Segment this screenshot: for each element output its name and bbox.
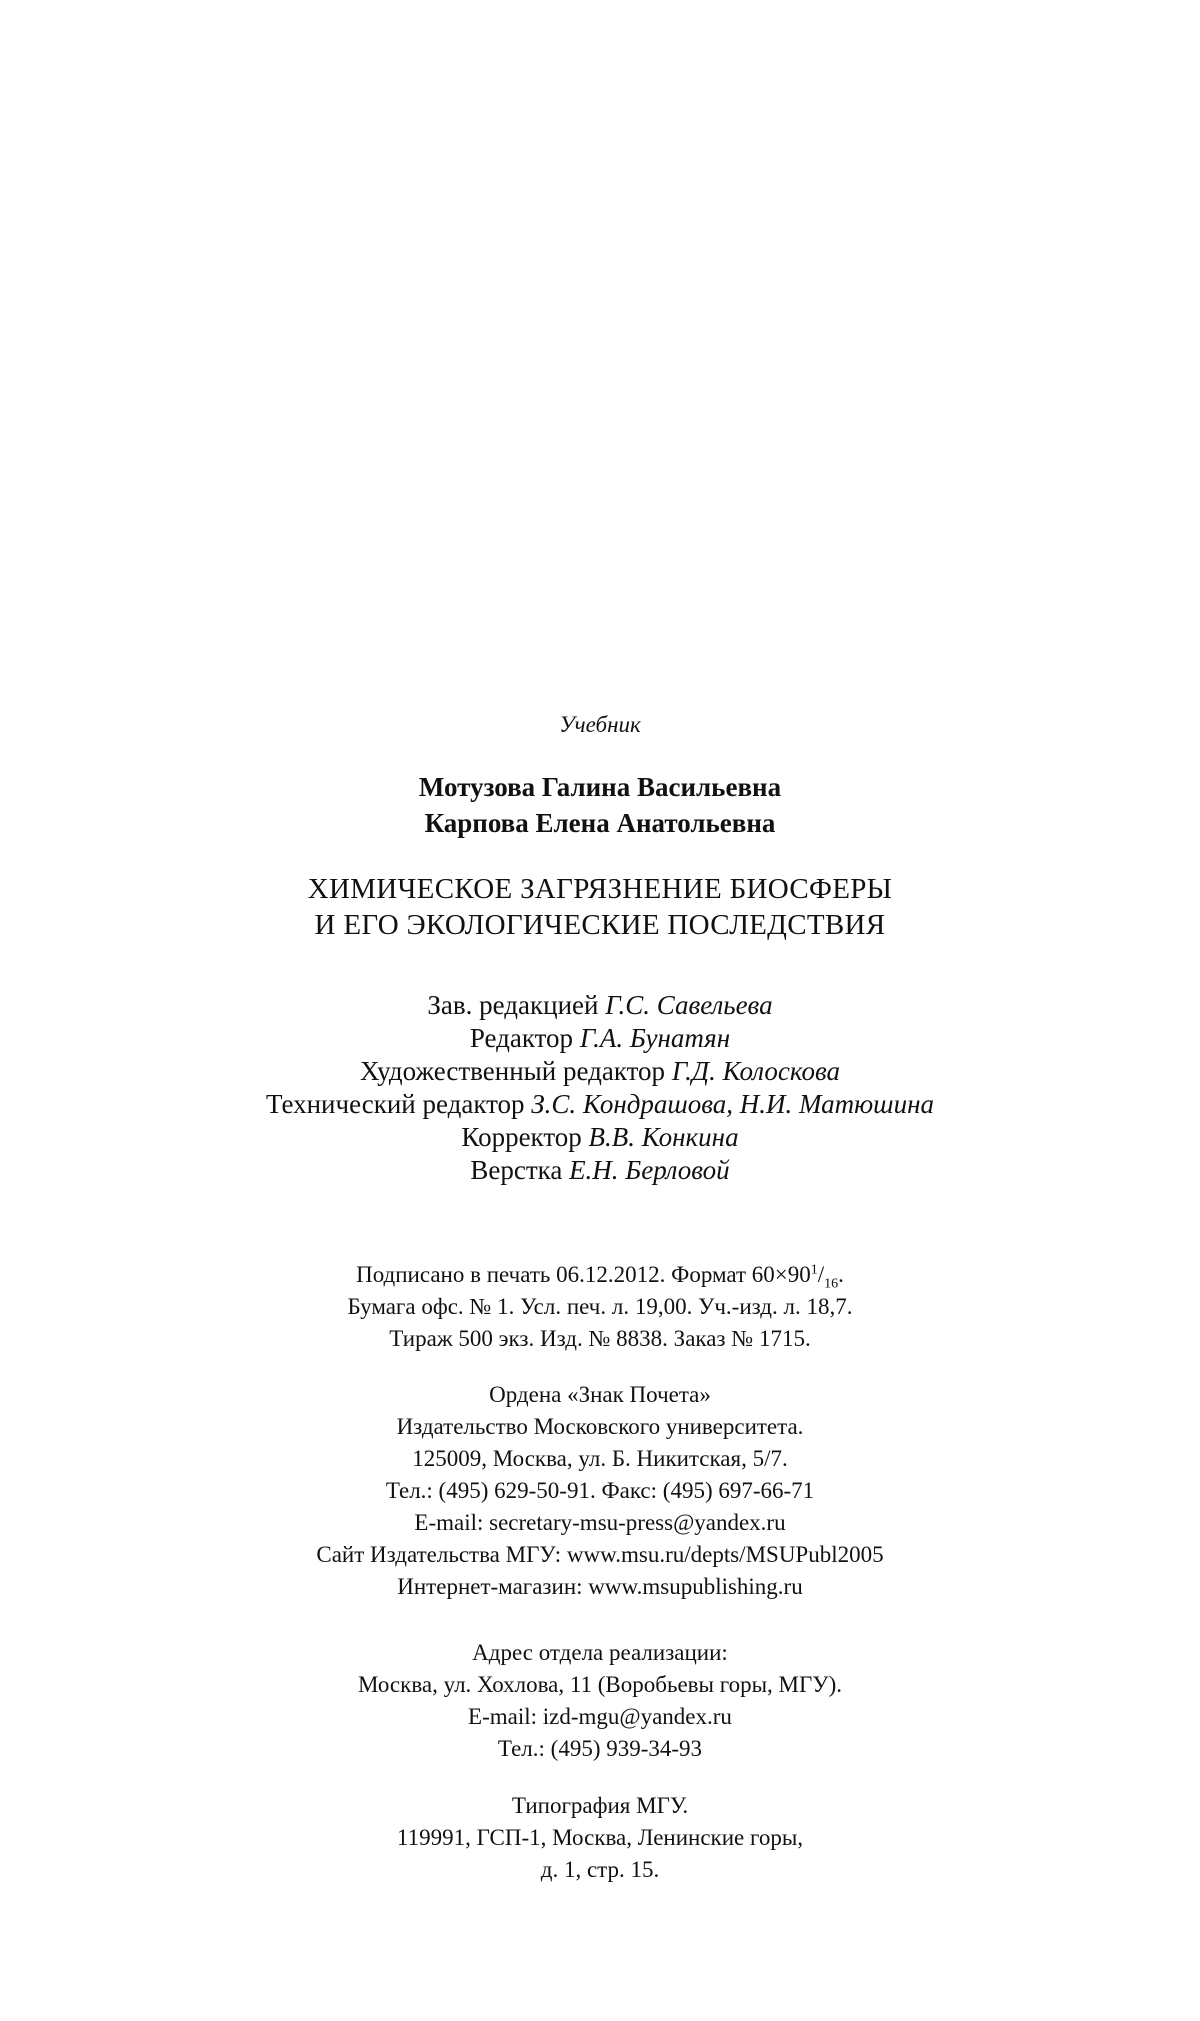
publisher-website: Сайт Издательства МГУ: www.msu.ru/depts/MSUPubl2005 bbox=[316, 1542, 884, 1567]
credit-name: В.В. Конкина bbox=[588, 1122, 739, 1152]
print-info-line-1 bbox=[0, 1262, 1200, 1293]
publisher-email: E-mail: secretary-msu-press@yandex.ru bbox=[414, 1510, 786, 1535]
publisher-address: 125009, Москва, ул. Б. Никитская, 5/7. bbox=[412, 1446, 788, 1471]
credit-proofreader bbox=[0, 1122, 1200, 1153]
author-2: Карпова Елена Анатольевна bbox=[424, 808, 776, 838]
sales-phone: Тел.: (495) 939-34-93 bbox=[497, 1736, 703, 1761]
print-info-line-2: Бумага офс. № 1. Усл. печ. л. 19,00. Уч.-изд. л. 18,7. bbox=[347, 1294, 853, 1319]
credit-name: Г.С. Савельева bbox=[605, 990, 773, 1020]
publisher-line-1: Ордена «Знак Почета» bbox=[489, 1382, 711, 1407]
publisher-phone: Тел.: (495) 629-50-91. Факс: (495) 697-66-71 bbox=[385, 1478, 815, 1503]
credit-name: Г.Д. Колоскова bbox=[671, 1056, 841, 1086]
sales-email: E-mail: izd-mgu@yandex.ru bbox=[468, 1704, 732, 1729]
format-slash: / bbox=[817, 1262, 825, 1287]
credit-editor bbox=[0, 1023, 1200, 1054]
printer-name: Типография МГУ. bbox=[511, 1793, 689, 1818]
print-info-end: . bbox=[838, 1262, 844, 1287]
format-numerator: 1 bbox=[810, 1262, 818, 1278]
credit-layout bbox=[0, 1155, 1200, 1186]
credit-role: Художественный редактор bbox=[359, 1056, 672, 1086]
printer-address-line-1: 119991, ГСП-1, Москва, Ленинские горы, bbox=[396, 1825, 804, 1850]
sales-address: Москва, ул. Хохлова, 11 (Воробьевы горы, МГУ). bbox=[357, 1672, 842, 1697]
credit-name: З.С. Кондрашова, Н.И. Матюшина bbox=[531, 1089, 934, 1119]
credit-role: Верстка bbox=[470, 1155, 570, 1185]
credit-name: Г.А. Бунатян bbox=[579, 1023, 731, 1053]
sales-heading: Адрес отдела реализации: bbox=[472, 1640, 728, 1665]
credit-managing-editor bbox=[0, 990, 1200, 1021]
credit-role: Корректор bbox=[461, 1122, 589, 1152]
author-1: Мотузова Галина Васильевна bbox=[418, 772, 782, 802]
credit-technical-editor bbox=[0, 1089, 1200, 1120]
book-genre: Учебник bbox=[559, 712, 641, 737]
publisher-online-shop: Интернет-магазин: www.msupublishing.ru bbox=[397, 1574, 803, 1599]
print-info-line-3: Тираж 500 экз. Изд. № 8838. Заказ № 1715. bbox=[389, 1326, 811, 1351]
credit-role: Зав. редакцией bbox=[427, 990, 606, 1020]
credit-name: Е.Н. Берловой bbox=[569, 1155, 730, 1185]
credit-role: Редактор bbox=[469, 1023, 580, 1053]
publisher-line-2: Издательство Московского университета. bbox=[396, 1414, 804, 1439]
book-title-line-2: И ЕГО ЭКОЛОГИЧЕСКИЕ ПОСЛЕДСТВИЯ bbox=[314, 909, 886, 941]
format-denominator: 16 bbox=[824, 1276, 839, 1292]
credit-role: Технический редактор bbox=[266, 1089, 532, 1119]
book-title-line-1: ХИМИЧЕСКОЕ ЗАГРЯЗНЕНИЕ БИОСФЕРЫ bbox=[307, 873, 893, 905]
printer-address-line-2: д. 1, стр. 15. bbox=[540, 1857, 660, 1882]
print-info-text: Подписано в печать 06.12.2012. Формат 60×90 bbox=[356, 1262, 811, 1287]
credit-art-editor bbox=[0, 1056, 1200, 1087]
